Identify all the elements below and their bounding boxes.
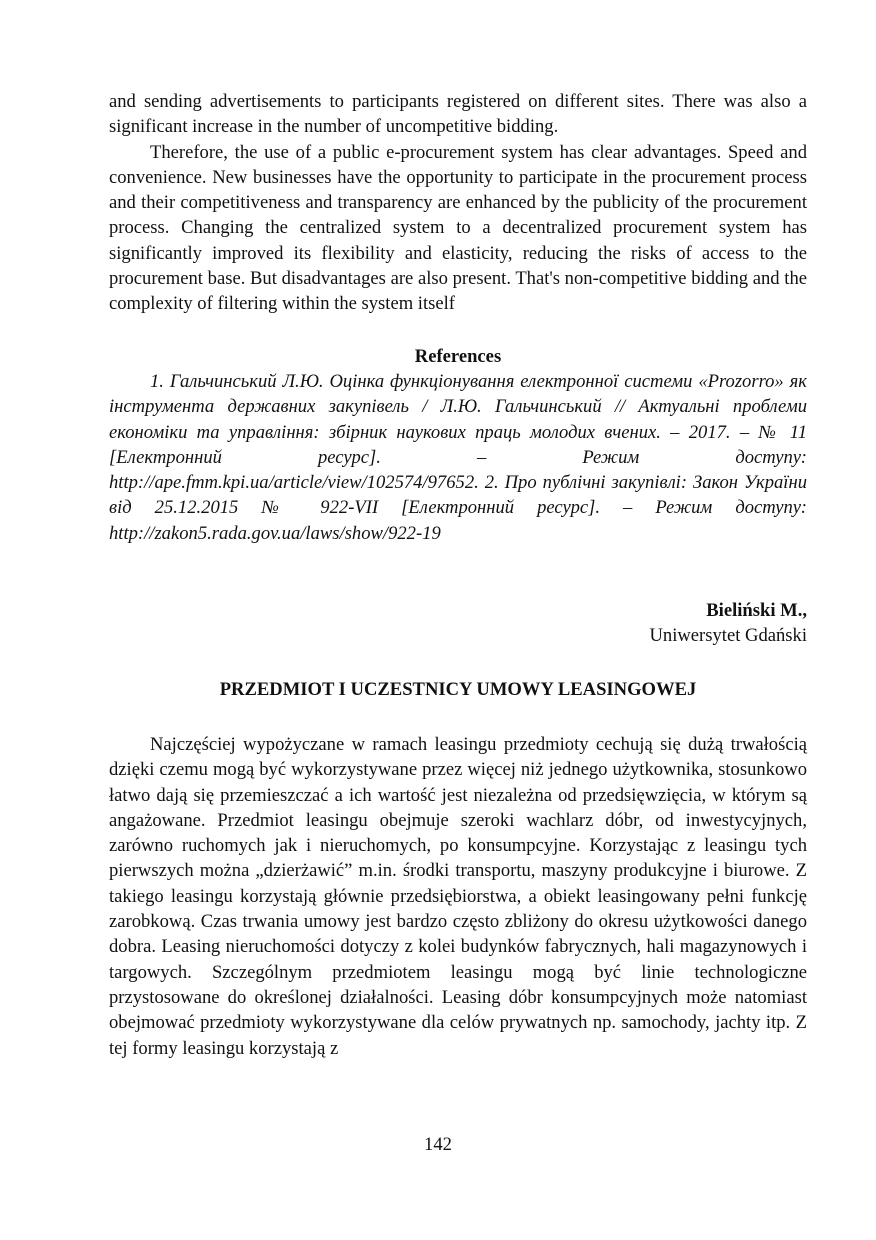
author-affiliation: Uniwersytet Gdański: [649, 625, 807, 647]
references-heading: References: [414, 345, 502, 367]
author-block: [109, 598, 807, 649]
paragraph-continuation: and sending advertisements to participants registered on different sites. There was also a significant increase in the number of uncompetitive bidding.: [109, 91, 807, 138]
article-title: PRZEDMIOT I UCZESTNICY UMOWY LEASINGOWEJ: [219, 678, 697, 700]
document-page: [109, 89, 807, 1061]
paragraph-conclusion: Therefore, the use of a public e-procurement system has clear advantages. Speed and convenience. New businesses have the opportunity to participate in the procurement process and their competitiveness and transparency are enhanced by the publicity of the procurement process. Changing the centralized system to a decentralized procurement system has significantly improved its flexibility and elasticity, reducing the risks of access to the procurement base. But disadvantages are also present. That's non-competitive bidding and the complexity of filtering within the system itself: [109, 141, 807, 315]
page-number: 142: [424, 1134, 452, 1155]
references-list: 1. Гальчинський Л.Ю. Оцінка функціонування електронної системи «Prozorro» як інструмента державних закупівель / Л.Ю. Гальчинський // Актуальні проблеми економіки та управління: збірник наукових праць молодих вчених. – 2017. – № 11 [Електронний ресурс]. – Режим доступу: http://ape.fmm.kpi.ua/article/view/102574/97652. 2. Про публічні закупівлі: Закон України від 25.12.2015 № 922-VII [Електронний ресурс]. – Режим доступу: http://zakon5.rada.gov.ua/laws/show/922-19: [109, 370, 807, 544]
article-body-paragraph: Najczęściej wypożyczane w ramach leasingu przedmioty cechują się dużą trwałością dzięki czemu mogą być wykorzystywane przez więcej niż jednego użytkownika, stosunkowo łatwo dają się przemieszczać a ich wartość jest niezależna od przedsięwzięcia, w którym są angażowane. Przedmiot leasingu obejmuje szeroki wachlarz dóbr, od inwestycyjnych, zarówno ruchomych jak i nieruchomych, po konsumpcyjne. Korzystając z leasingu tych pierwszych można „dzierżawić” m.in. środki transportu, maszyny produkcyjne i biurowe. Z takiego leasingu korzystają głównie przedsiębiorstwa, a obiekt leasingowany pełni funkcję zarobkową. Czas trwania umowy jest bardzo często zbliżony do okresu użytkowości danego dobra. Leasing nieruchomości dotyczy z kolei budynków fabrycznych, hali magazynowych i targowych. Szczególnym przedmiotem leasingu mogą być linie technologiczne przystosowane do określonej działalności. Leasing dóbr konsumpcyjnych może natomiast obejmować przedmioty wykorzystywane dla celów prywatnych np. samochody, jachty itp. Z tej formy leasingu korzystają z: [109, 733, 807, 1059]
author-name: Bieliński M.,: [706, 600, 807, 622]
